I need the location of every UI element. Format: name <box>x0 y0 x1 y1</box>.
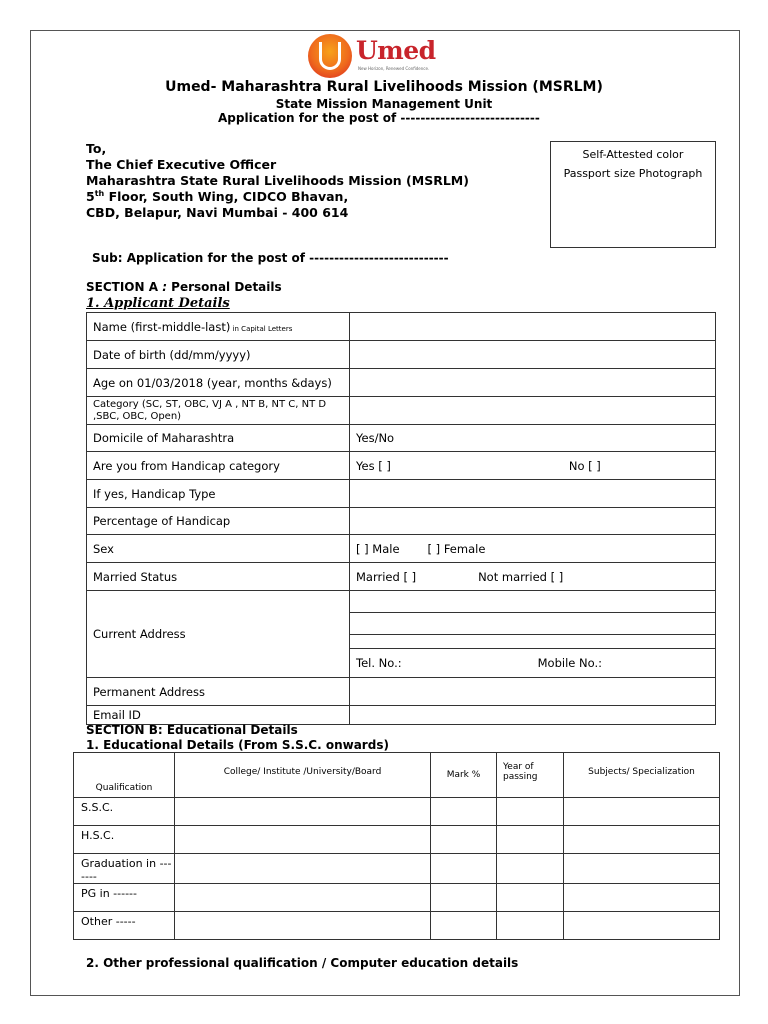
current-address-label: Current Address <box>87 591 350 678</box>
current-address-line1[interactable] <box>350 591 716 613</box>
post-line: Application for the post of ---------------------------- <box>218 111 540 125</box>
table-row <box>87 678 716 706</box>
age-label: Age on 01/03/2018 (year, months &days) <box>87 369 350 397</box>
handicap-no-checkbox[interactable]: No [ ] <box>568 458 601 473</box>
table-row <box>87 535 716 563</box>
permanent-address-field[interactable] <box>350 678 716 706</box>
cell[interactable] <box>497 854 564 884</box>
table-row <box>87 425 716 452</box>
applicant-details-heading: 1. Applicant Details <box>86 296 230 311</box>
applicant-details-table <box>86 312 716 725</box>
table-row <box>87 706 716 725</box>
cell[interactable] <box>564 854 720 884</box>
cell[interactable] <box>175 854 431 884</box>
table-row <box>87 369 716 397</box>
table-row <box>74 884 720 912</box>
section-b-heading: SECTION B: Educational Details <box>86 723 298 737</box>
col-subjects: Subjects/ Specialization <box>564 753 720 798</box>
cell[interactable] <box>497 798 564 826</box>
table-row <box>74 826 720 854</box>
cell[interactable] <box>564 912 720 940</box>
handicap-yes-checkbox[interactable]: Yes [ ] <box>356 458 391 473</box>
current-address-line3[interactable] <box>350 635 716 649</box>
category-field[interactable] <box>350 397 716 425</box>
dob-field[interactable] <box>350 341 716 369</box>
cell[interactable] <box>497 912 564 940</box>
address-to: To, <box>86 141 107 156</box>
address-line3: 5th Floor, South Wing, CIDCO Bhavan, <box>86 189 349 205</box>
table-row <box>74 912 720 940</box>
table-row <box>74 854 720 884</box>
cell[interactable] <box>175 798 431 826</box>
cell[interactable] <box>497 884 564 912</box>
educational-details-heading: 1. Educational Details (From S.S.C. onwards) <box>86 738 389 752</box>
cell[interactable] <box>497 826 564 854</box>
unit-name: State Mission Management Unit <box>275 97 493 111</box>
education-table <box>73 752 720 940</box>
photo-box <box>550 141 716 248</box>
male-checkbox[interactable]: [ ] Male <box>356 541 400 556</box>
cell[interactable] <box>175 912 431 940</box>
section-a-heading: SECTION A : Personal Details <box>86 280 282 294</box>
table-row <box>87 452 716 480</box>
domicile-label: Domicile of Maharashtra <box>87 425 350 452</box>
cell[interactable] <box>175 884 431 912</box>
cell[interactable] <box>431 884 497 912</box>
married-field <box>350 563 716 591</box>
address-line1: The Chief Executive Officer <box>86 157 277 172</box>
col-year: Year of passing <box>497 753 564 798</box>
cell[interactable] <box>431 798 497 826</box>
age-field[interactable] <box>350 369 716 397</box>
table-row <box>87 591 716 613</box>
row-label: H.S.C. <box>74 826 175 854</box>
female-checkbox[interactable]: [ ] Female <box>427 541 486 556</box>
email-label: Email ID <box>87 706 350 725</box>
cell[interactable] <box>431 826 497 854</box>
row-label: PG in ------ <box>74 884 175 912</box>
cell[interactable] <box>175 826 431 854</box>
category-label: Category (SC, ST, OBC, VJ A , NT B, NT C, NT D ,SBC, OBC, Open) <box>87 397 350 425</box>
cell[interactable] <box>564 798 720 826</box>
logo-text: Umed <box>356 36 436 65</box>
table-row <box>87 508 716 535</box>
table-row <box>74 798 720 826</box>
name-field[interactable] <box>350 313 716 341</box>
name-label: Name (first-middle-last) in Capital Letters <box>87 313 350 341</box>
tel-label: Tel. No.: <box>356 656 402 670</box>
row-label: Graduation in ------- <box>74 854 175 884</box>
logo-tagline: New Horizon, Renewed Confidence. <box>358 66 430 71</box>
cell[interactable] <box>431 912 497 940</box>
phone-field <box>350 649 716 678</box>
handicap-pct-field[interactable] <box>350 508 716 535</box>
married-label: Married Status <box>87 563 350 591</box>
logo-emblem-icon <box>308 34 352 78</box>
address-line4: CBD, Belapur, Navi Mumbai - 400 614 <box>86 205 349 220</box>
domicile-field[interactable]: Yes/No <box>350 425 716 452</box>
table-row <box>87 397 716 425</box>
handicap-label: Are you from Handicap category <box>87 452 350 480</box>
umed-logo <box>308 34 436 78</box>
email-field[interactable] <box>350 706 716 725</box>
table-row <box>87 480 716 508</box>
photo-label-2: Passport size Photograph <box>563 167 703 180</box>
col-qualification: Qualification <box>74 753 175 798</box>
permanent-address-label: Permanent Address <box>87 678 350 706</box>
subject-line: Sub: Application for the post of ---------------------------- <box>92 251 449 265</box>
other-qualification-heading: 2. Other professional qualification / Computer education details <box>86 956 519 970</box>
cell[interactable] <box>431 854 497 884</box>
table-row <box>87 563 716 591</box>
handicap-type-label: If yes, Handicap Type <box>87 480 350 508</box>
cell[interactable] <box>564 884 720 912</box>
photo-label-1: Self-Attested color <box>582 148 684 161</box>
mobile-label: Mobile No.: <box>537 656 602 670</box>
handicap-field <box>350 452 716 480</box>
married-checkbox[interactable]: Married [ ] <box>356 569 417 584</box>
handicap-pct-label: Percentage of Handicap <box>87 508 350 535</box>
table-row <box>87 313 716 341</box>
table-row <box>87 341 716 369</box>
cell[interactable] <box>564 826 720 854</box>
address-line2: Maharashtra State Rural Livelihoods Mission (MSRLM) <box>86 173 469 188</box>
row-label: Other ----- <box>74 912 175 940</box>
document-title: Umed- Maharashtra Rural Livelihoods Mission (MSRLM) <box>165 79 603 95</box>
not-married-checkbox[interactable]: Not married [ ] <box>478 569 564 584</box>
col-mark: Mark % <box>431 753 497 798</box>
col-college: College/ Institute /University/Board <box>175 753 431 798</box>
dob-label: Date of birth (dd/mm/yyyy) <box>87 341 350 369</box>
current-address-line2[interactable] <box>350 613 716 635</box>
sex-label: Sex <box>87 535 350 563</box>
row-label: S.S.C. <box>74 798 175 826</box>
table-header-row <box>74 753 720 798</box>
sex-field <box>350 535 716 563</box>
handicap-type-field[interactable] <box>350 480 716 508</box>
